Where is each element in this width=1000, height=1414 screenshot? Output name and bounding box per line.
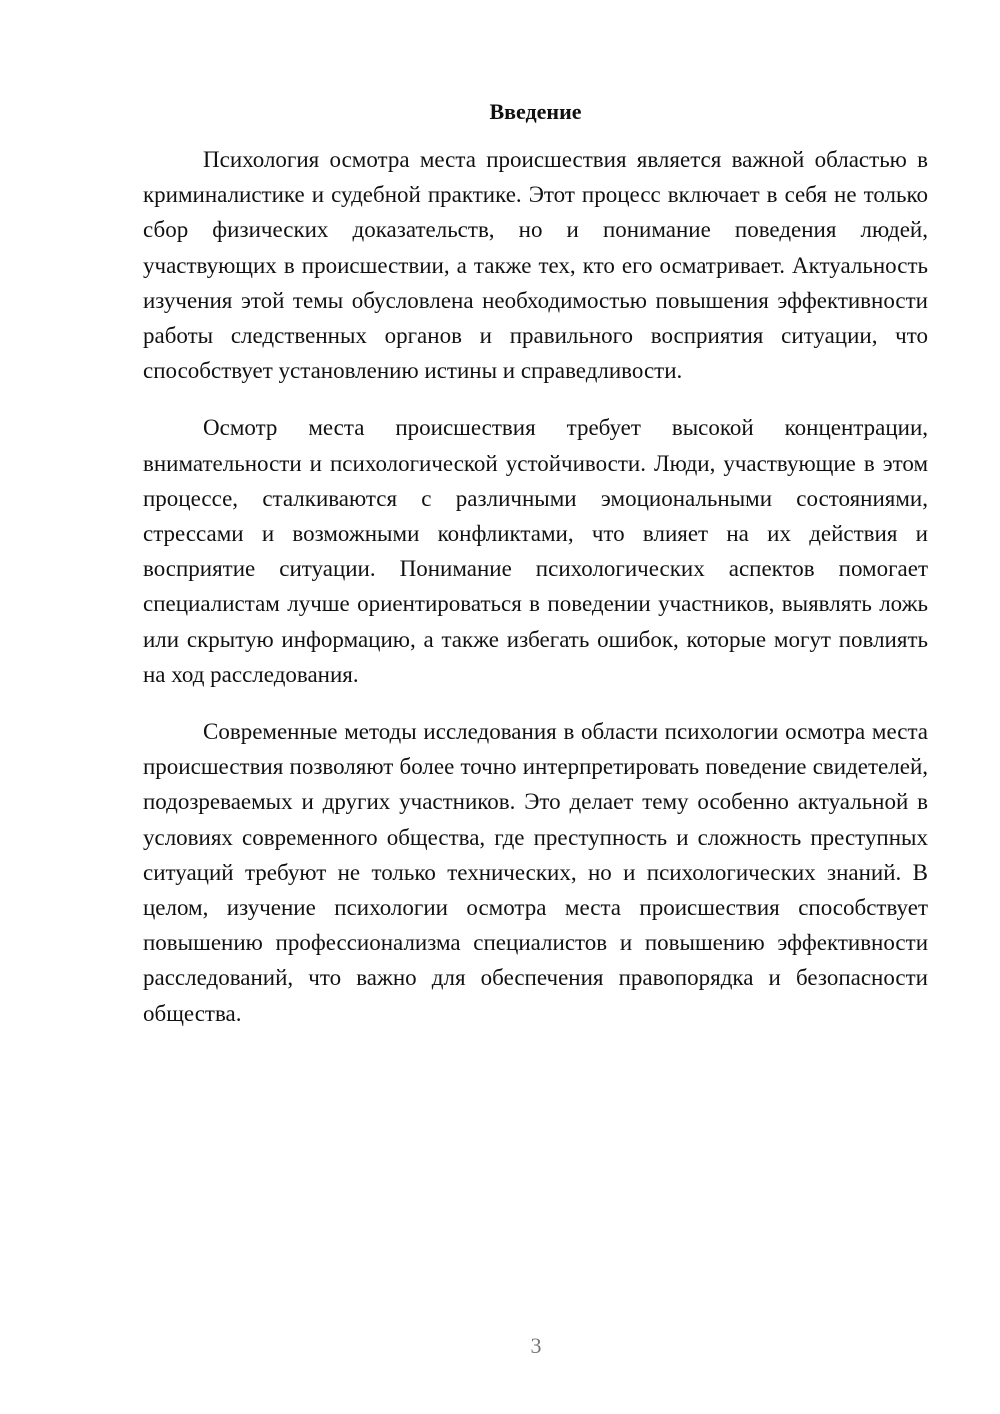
paragraph-2: Осмотр места происшествия требует высокой концентрации, внимательности и психологической устойчивости. Люди, участвующие в этом процессе, сталкиваются с различными эмоциональными состояниями, стрессами и возможными конфликтами, что влияет на их действия и восприятие ситуации. Понимание психологических аспектов помогает специалистам лучше ориентироваться в поведении участников, выявлять ложь или скрытую информацию, а также избегать ошибок, которые могут повлиять на ход расследования. xyxy=(143,415,928,687)
section-heading: Введение xyxy=(489,99,582,124)
page-content xyxy=(143,96,928,1053)
page-number: 3 xyxy=(530,1333,542,1358)
paragraph-3: Современные методы исследования в области психологии осмотра места происшествия позволяют более точно интерпретировать поведение свидетелей, подозреваемых и других участников. Это делает тему особенно актуальной в условиях современного общества, где преступность и сложность преступных ситуаций требуют не только технических, но и психологических знаний. В целом, изучение психологии осмотра места происшествия способствует повышению профессионализма специалистов и повышению эффективности расследований, что важно для обеспечения правопорядка и безопасности общества. xyxy=(143,719,928,1026)
paragraph-1: Психология осмотра места происшествия является важной областью в криминалистике и судебной практике. Этот процесс включает в себя не только сбор физических доказательств, но и понимание поведения людей, участвующих в происшествии, а также тех, кто его осматривает. Актуальность изучения этой темы обусловлена необходимостью повышения эффективности работы следственных органов и правильного восприятия ситуации, что способствует установлению истины и справедливости. xyxy=(143,147,928,384)
